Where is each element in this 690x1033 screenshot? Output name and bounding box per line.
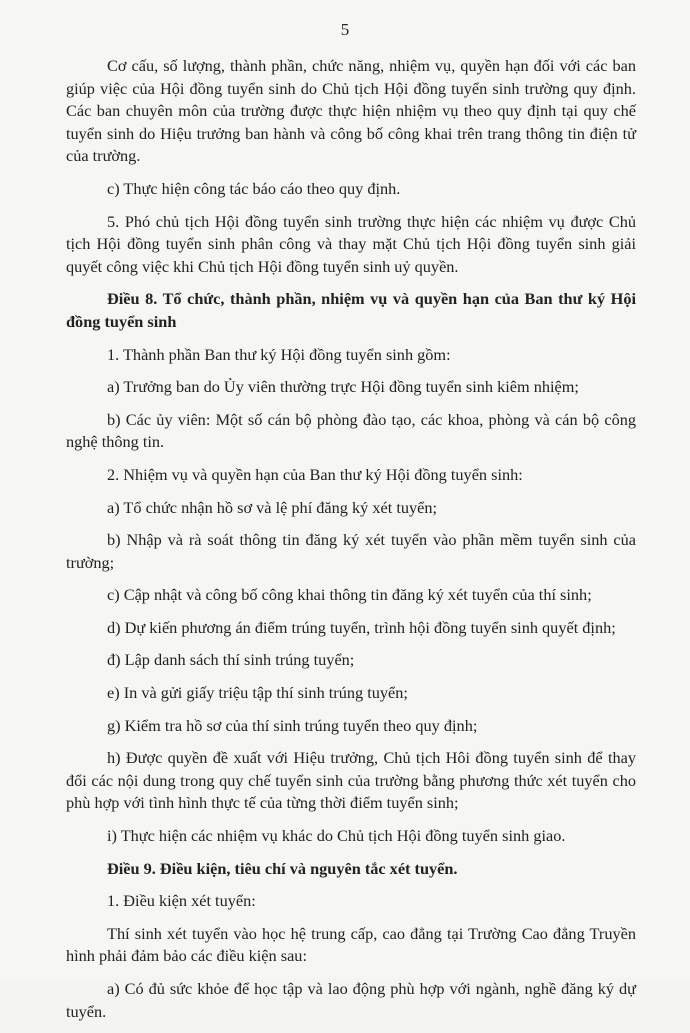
- paragraph: e) In và gửi giấy triệu tập thí sinh trúng tuyển;: [107, 683, 408, 703]
- paragraph: c) Thực hiện công tác báo cáo theo quy định.: [107, 178, 401, 198]
- paragraph: d) Dự kiến phương án điểm trúng tuyển, trình hội đồng tuyển sinh quyết định;: [107, 617, 616, 637]
- section-heading: Điều 9. Điều kiện, tiêu chí và nguyên tắc xét tuyển.: [107, 858, 458, 878]
- paragraph: i) Thực hiện các nhiệm vụ khác do Chủ tịch Hội đồng tuyển sinh giao.: [107, 826, 566, 846]
- paragraph: 1. Thành phần Ban thư ký Hội đồng tuyển sinh gồm:: [107, 344, 451, 364]
- paragraph: h) Được quyền đề xuất với Hiệu trưởng, Chủ tịch Hôi đồng tuyển sinh để thay đổi các nội dung trong quy chế tuyển sinh của trường bằng phương thức xét tuyển cho phù hợp với tình hình thực tế của từng thời điểm tuyển sinh;: [66, 748, 636, 813]
- paragraph: c) Cập nhật và công bố công khai thông tin đăng ký xét tuyển của thí sinh;: [107, 585, 592, 605]
- paragraph: g) Kiểm tra hồ sơ của thí sinh trúng tuyển theo quy định;: [107, 715, 478, 735]
- section-heading: Điều 8. Tổ chức, thành phần, nhiệm vụ và quyền hạn của Ban thư ký Hội đồng tuyển sinh: [66, 289, 636, 331]
- paragraph: a) Trưởng ban do Ủy viên thường trực Hội đồng tuyển sinh kiêm nhiệm;: [107, 377, 579, 397]
- paragraph: b) Các ủy viên: Một số cán bộ phòng đào tạo, các khoa, phòng và cán bộ công nghệ thông tin.: [66, 409, 636, 452]
- paragraph: b) Nhập và rà soát thông tin đăng ký xét tuyển vào phần mềm tuyển sinh của trường;: [66, 530, 636, 572]
- paragraph: Cơ cấu, số lượng, thành phần, chức năng, nhiệm vụ, quyền hạn đối với các ban giúp việc của Hội đồng tuyển sinh do Chủ tịch Hội đồng tuyển sinh trường quy định. Các ban chuyên môn của trường được thực hiện nhiệm vụ theo quy định tại quy chế tuyển sinh do Hiệu trưởng ban hành và công bố công khai trên trang thông tin điện tử của trường.: [66, 56, 636, 166]
- paragraph: đ) Lập danh sách thí sinh trúng tuyển;: [107, 650, 355, 670]
- paragraph: 5. Phó chủ tịch Hội đồng tuyển sinh trường thực hiện các nhiệm vụ được Chủ tịch Hội đồng tuyển sinh phân công và thay mặt Chủ tịch Hội đồng tuyển sinh giải quyết công việc khi Chủ tịch Hội đồng tuyển sinh uỷ quyền.: [66, 211, 636, 276]
- paragraph: 2. Nhiệm vụ và quyền hạn của Ban thư ký Hội đồng tuyển sinh:: [107, 464, 523, 484]
- paragraph: a) Có đủ sức khỏe để học tập và lao động phù hợp với ngành, nghề đăng ký dự tuyển.: [66, 979, 636, 1021]
- paragraph: Thí sinh xét tuyển vào học hệ trung cấp, cao đẳng tại Trường Cao đẳng Truyền hình phải đảm bảo các điều kiện sau:: [66, 923, 636, 966]
- page-number: 5: [340, 20, 350, 39]
- paragraph: 1. Điều kiện xét tuyển:: [107, 891, 256, 911]
- paragraph: a) Tổ chức nhận hồ sơ và lệ phí đăng ký xét tuyển;: [107, 497, 438, 517]
- document-body: [66, 55, 636, 1033]
